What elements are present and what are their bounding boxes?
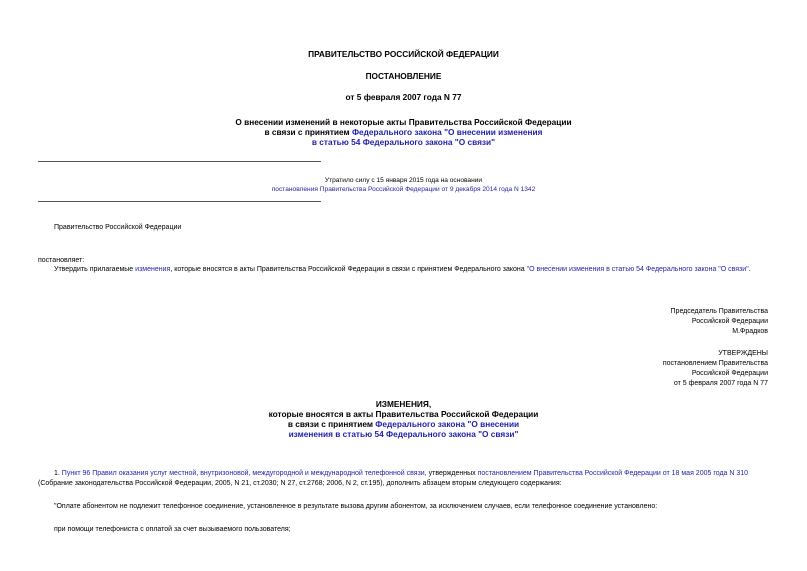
decree-310-link[interactable]: постановлением Правительства Российской Федерации от 18 мая 2005 года N 310 [477,470,749,477]
document-title-line1: О внесении изменений в некоторые акты Правительства Российской Федерации [235,117,572,127]
divider-bottom [38,201,321,202]
document-title-line3 [0,137,807,148]
federal-law-body-link[interactable]: "О внесении изменения в статью 54 Федерального закона "О связи" [526,266,749,273]
signature-name: М.Фрадков [732,328,768,335]
changes-federal-law-link[interactable]: Федерального закона "О внесении [375,419,520,429]
document-type: ПОСТАНОВЛЕНИЕ [365,71,442,81]
item1-line1 [54,469,770,479]
item1-line2: (Собрание законодательства Российской Федерации, 2005, N 21, ст.2030; N 27, ст.2768; 2006, N 2, ст.195), дополнить абзацем вторым следующего содержания: [38,480,562,487]
item1-text: , утвержденных [424,470,478,477]
government-heading: ПРАВИТЕЛЬСТВО РОССИЙСКОЙ ФЕДЕРАЦИИ [308,49,499,59]
changes-subtitle-prefix: в связи с принятием [287,419,376,429]
approve-paragraph [38,265,769,275]
approve-end: . [748,266,751,273]
approve-middle: , которые вносятся в акты Правительства Российской Федерации в связи с принятием Федерального закона [170,266,527,273]
divider-top [38,161,321,162]
approved-by: постановлением Правительства [662,360,768,367]
repealing-decree-link[interactable]: постановления Правительства Российской Федерации от 9 декабря 2014 года N 1342 [271,186,536,193]
repeal-notice-link-line [0,185,807,195]
changes-link[interactable]: изменения [135,266,171,273]
item1-quote-line2: при помощи телефониста с оплатой за счет вызываемого пользователя; [54,526,291,533]
approved-label: УТВЕРЖДЕНЫ [718,350,768,357]
approved-date: от 5 февраля 2007 года N 77 [673,380,768,387]
approved-org: Российской Федерации [691,370,768,377]
repeal-notice: Утратило силу с 15 января 2015 года на основании [324,177,483,184]
document-date: от 5 февраля 2007 года N 77 [345,92,462,102]
rules-point-96-link[interactable]: Пункт 96 Правил оказания услуг местной, внутризоновой, междугородной и международной телефонной связи [61,470,425,477]
document-title-prefix: в связи с принятием [264,127,352,137]
government-name: Правительство Российской Федерации [54,224,182,231]
decrees-label: постановляет: [38,257,85,264]
changes-subtitle-line3 [0,429,807,440]
changes-federal-law-link-cont[interactable]: изменения в статью 54 Федерального закона "О связи" [288,429,519,439]
changes-subtitle-line1: которые вносятся в акты Правительства Российской Федерации [268,409,539,419]
item1-quote-line1: "Оплате абонентом не подлежит телефонное соединение, установленное в результате вызова другим абонентом, за исключением случаев, если телефонное соединение установлено: [54,503,658,510]
changes-title: ИЗМЕНЕНИЯ, [375,399,432,409]
signature-title: Председатель Правительства [670,308,768,315]
signature-org: Российской Федерации [691,318,768,325]
approve-prefix: Утвердить прилагаемые [54,266,136,273]
federal-law-link-cont[interactable]: в статью 54 Федерального закона "О связи" [311,137,496,147]
item1-number: 1. [54,470,62,477]
federal-law-link[interactable]: Федерального закона "О внесении изменения [351,127,543,137]
